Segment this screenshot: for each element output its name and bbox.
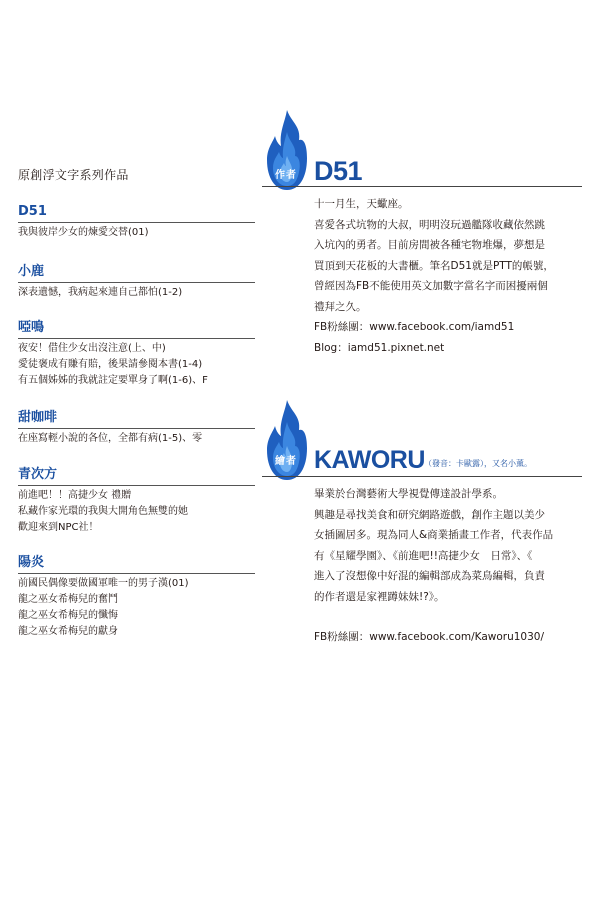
bio-line: 入坑內的勇者。目前房間被各種宅物堆爆，夢想是 [314, 239, 545, 251]
author-bio [314, 194, 586, 358]
left-author-block [18, 320, 255, 389]
blue-flame-icon [265, 398, 309, 482]
work-title: 我與彼岸少女的煉愛交替(01) [18, 227, 149, 238]
work-title: 夜安！借住少女出沒注意(上、中) [18, 343, 166, 354]
role-label: 繪者 [275, 456, 297, 467]
bio-line: 喜愛各式坑物的大叔，明明沒玩過艦隊收藏依然跳 [314, 218, 545, 231]
works-list [18, 429, 255, 447]
left-author-block [18, 467, 255, 536]
left-author-block [18, 264, 255, 301]
series-heading: 原創浮文字系列作品 [18, 168, 129, 182]
bio-line: 進入了沒想像中好混的編輯部成為菜鳥編輯，負責 [314, 570, 545, 582]
left-author-block [18, 410, 255, 447]
left-author-name: 小鹿 [18, 264, 255, 283]
bio-line: 的作者還是家裡蹲妹妹!?》。 [314, 590, 445, 603]
work-title: 前進吧！！高捷少女 禮贈 [18, 490, 132, 501]
left-author-name: 啞鳴 [18, 320, 255, 339]
divider [262, 476, 582, 477]
pen-name-note: （發音：卡歐露），又名小薰。 [424, 459, 532, 468]
work-title: 在座寫輕小說的各位，全都有病(1-5)、零 [18, 433, 203, 444]
work-title: 愛徒褒成有賺有賠，後果請參閱本書(1-4) [18, 359, 203, 370]
left-author-block [18, 204, 255, 241]
illustrator-bio [314, 484, 586, 648]
author-pen-name: D51 [314, 156, 363, 186]
work-title: 龍之巫女希梅兒的懺悔 [18, 610, 118, 621]
bio-line: 曾經因為FB不能使用英文加數字當名字而困擾兩個 [314, 280, 548, 292]
work-title: 龍之巫女希梅兒的獻身 [18, 626, 118, 637]
works-list [18, 574, 255, 640]
bio-line: 興趣是尋找美食和研究網路遊戲，創作主題以美少 [314, 508, 545, 521]
left-author-name: 青次方 [18, 467, 255, 486]
bio-line: 禮拜之久。 [314, 300, 367, 313]
left-author-name: 甜咖啡 [18, 410, 255, 429]
bio-line: 女插圖居多。現為同人&商業插畫工作者，代表作品 [314, 529, 554, 541]
role-label: 作者 [275, 170, 297, 181]
spacer [314, 607, 586, 627]
bio-line: 有《星耀學園》、《前進吧!!高捷少女 日常》、《 [314, 549, 533, 562]
work-title: 前國民偶像要做國軍唯一的男子漢(01) [18, 578, 189, 589]
works-list [18, 283, 255, 301]
fb-link: FB粉絲團：www.facebook.com/iamd51 [314, 321, 515, 333]
work-title: 歡迎來到NPC社！ [18, 522, 99, 533]
blog-link: Blog：iamd51.pixnet.net [314, 341, 445, 354]
work-title: 龍之巫女希梅兒的奮鬥 [18, 594, 118, 605]
fb-link: FB粉絲團：www.facebook.com/Kaworu1030/ [314, 631, 545, 643]
illustrator-pen-name: KAWORU [314, 446, 425, 474]
work-title: 有五個姊姊的我就註定要單身了啊(1-6)、F [18, 375, 208, 386]
works-list [18, 486, 255, 536]
bio-line: 十一月生，天蠍座。 [314, 198, 409, 210]
left-author-block [18, 555, 255, 640]
left-author-name: D51 [18, 204, 255, 223]
work-title: 私藏作家光環的我與大開角色無雙的她 [18, 506, 188, 517]
divider [262, 186, 582, 187]
author-badge [265, 108, 309, 192]
bio-line: 畢業於台灣藝術大學視覺傳達設計學系。 [314, 488, 503, 500]
works-list [18, 339, 255, 389]
bio-line: 買頂到天花板的大書櫃。筆名D51就是PTT的帳號， [314, 259, 554, 272]
left-author-name: 陽炎 [18, 555, 255, 574]
work-title: 深表遺憾，我病起來連自己都怕(1-2) [18, 287, 183, 298]
illustrator-badge [265, 398, 309, 482]
works-list [18, 223, 255, 241]
